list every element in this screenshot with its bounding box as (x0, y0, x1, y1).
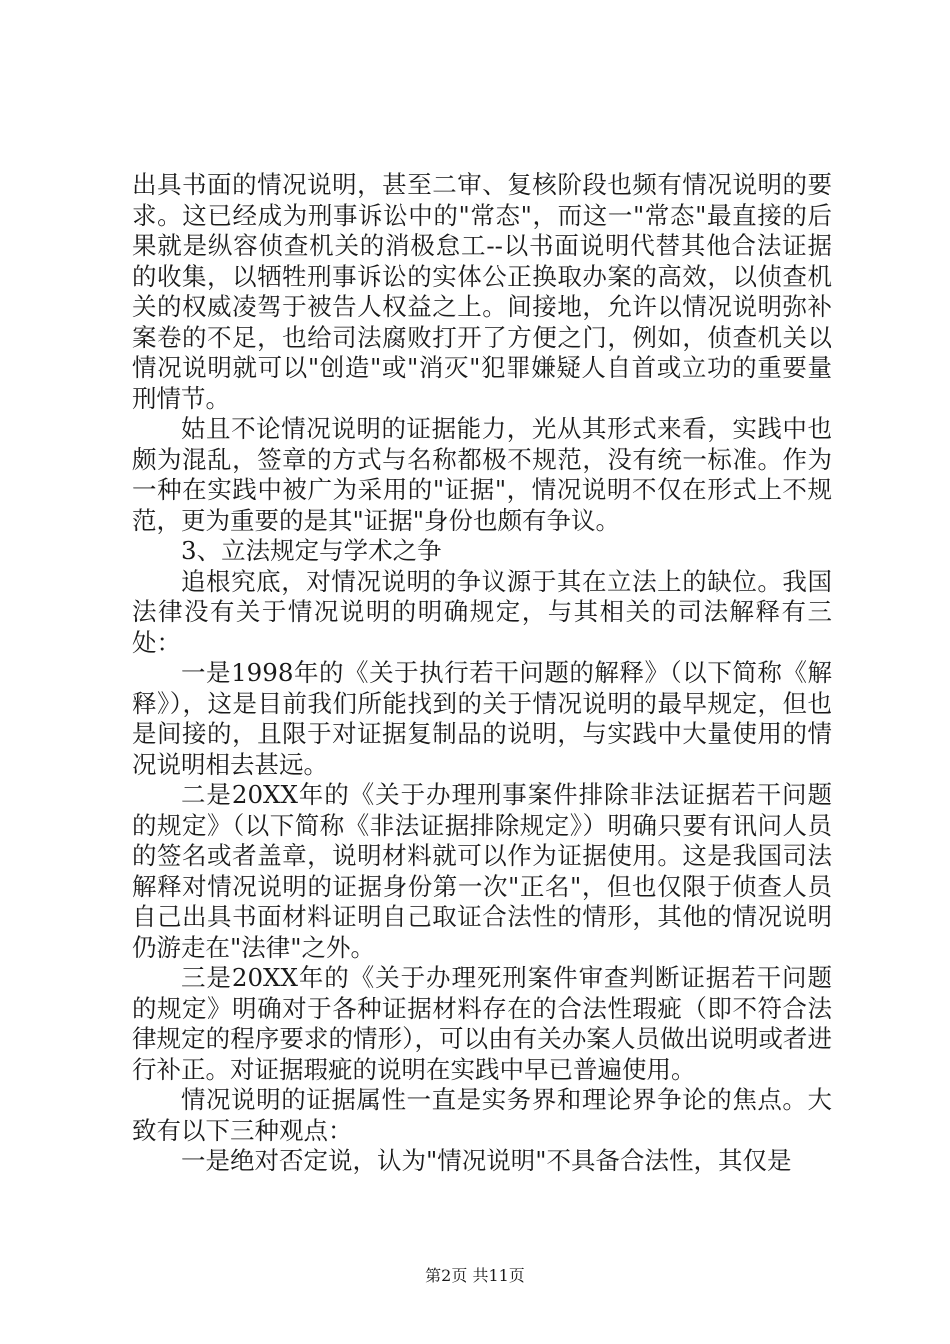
paragraph-6: 三是20XX年的《关于办理死刑案件审查判断证据若干问题的规定》明确对于各种证据材料存在的合法性瑕疵（即不符合法律规定的程序要求的情形），可以由有关办案人员做出说明或者进行补正。对证据瑕疵的说明在实践中早已普遍使用。 (132, 963, 832, 1084)
page-number-footer: 第2页 共11页 (425, 1266, 525, 1285)
paragraph-3: 追根究底，对情况说明的争议源于其在立法上的缺位。我国法律没有关于情况说明的明确规定，与其相关的司法解释有三处： (132, 566, 832, 657)
paragraph-4: 一是1998年的《关于执行若干问题的解释》（以下简称《解释》），这是目前我们所能找到的关于情况说明的最早规定，但也是间接的，且限于对证据复制品的说明，与实践中大量使用的情况说明相去甚远。 (132, 658, 832, 779)
section-heading: 3、立法规定与学术之争 (181, 536, 442, 565)
paragraph-8: 一是绝对否定说，认为"情况说明"不具备合法性，其仅是 (181, 1146, 792, 1175)
paragraph-5: 二是20XX年的《关于办理刑事案件排除非法证据若干问题的规定》（以下简称《非法证据排除规定》）明确只要有讯问人员的签名或者盖章，说明材料就可以作为证据使用。这是我国司法解释对情况说明的证据身份第一次"正名"，但也仅限于侦查人员自己出具书面材料证明自己取证合法性的情形，其他的情况说明仍游走在"法律"之外。 (132, 780, 832, 962)
paragraph-7: 情况说明的证据属性一直是实务界和理论界争论的焦点。大致有以下三种观点： (132, 1085, 832, 1145)
paragraph-2: 姑且不论情况说明的证据能力，光从其形式来看，实践中也颇为混乱，签章的方式与名称都极不规范，没有统一标准。作为一种在实践中被广为采用的"证据"，情况说明不仅在形式上不规范，更为重要的是其"证据"身份也颇有争议。 (132, 414, 832, 535)
paragraph-1: 出具书面的情况说明，甚至二审、复核阶段也频有情况说明的要求。这已经成为刑事诉讼中的"常态"，而这一"常态"最直接的后果就是纵容侦查机关的消极怠工--以书面说明代替其他合法证据的收集，以牺牲刑事诉讼的实体公正换取办案的高效，以侦查机关的权威凌驾于被告人权益之上。间接地，允许以情况说明弥补案卷的不足，也给司法腐败打开了方便之门，例如，侦查机关以情况说明就可以"创造"或"消灭"犯罪嫌疑人自首或立功的重要量刑情节。 (132, 170, 832, 413)
body-text (132, 170, 832, 1177)
